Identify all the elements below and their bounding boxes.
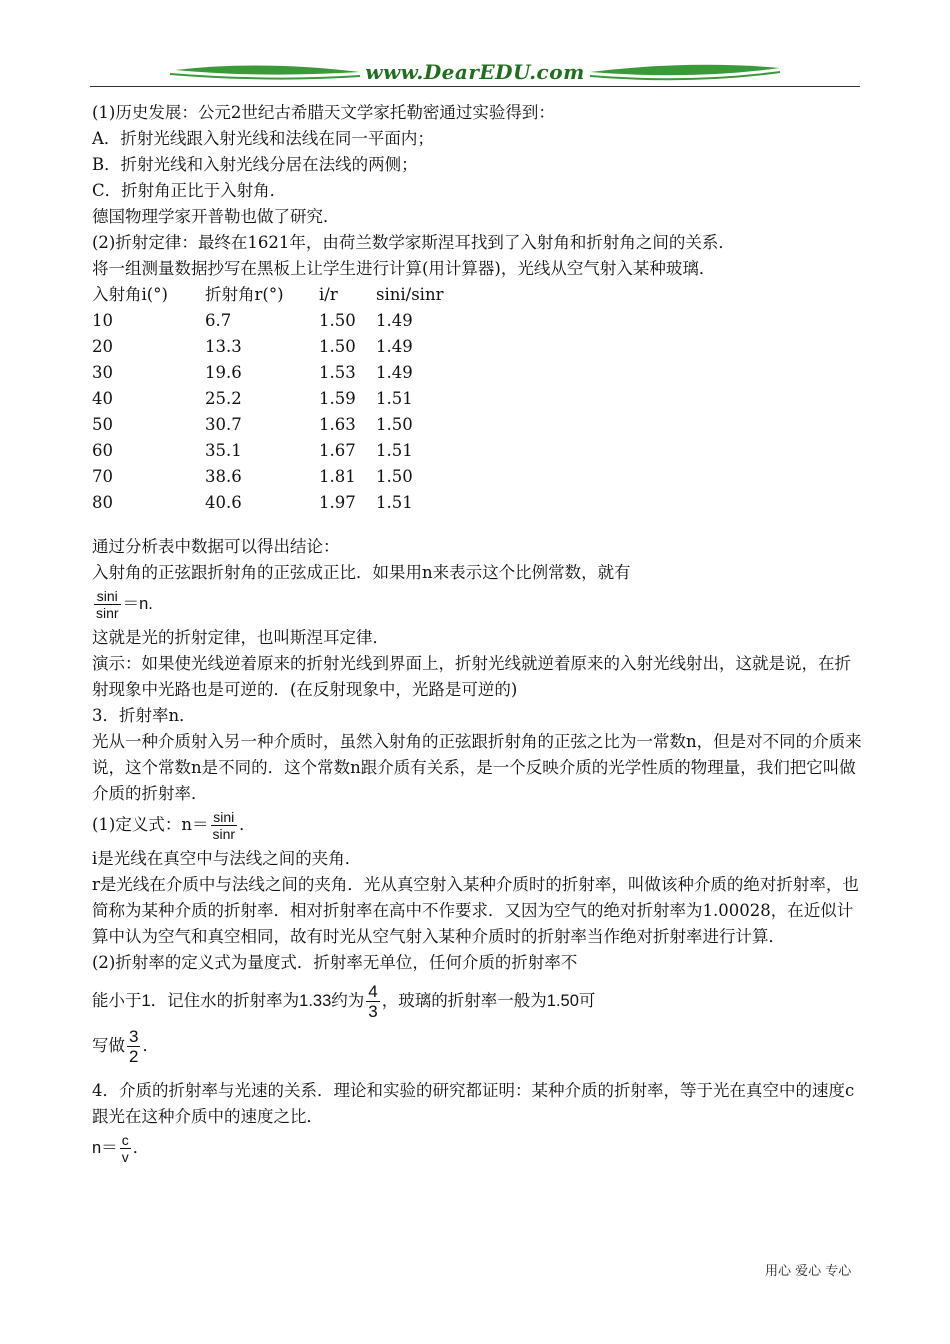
fraction-denominator: 3	[368, 1002, 378, 1021]
table-cell: 80	[92, 493, 113, 512]
document-body	[92, 100, 862, 1169]
table-cell: 10	[92, 311, 113, 330]
refraction-index-paragraph: 光从一种介质射入另一种介质时，虽然入射角的正弦跟折射角的正弦之比为一常数n，但是对不同的介质来说，这个常数n是不同的．这个常数n跟介质有关系，是一个反映介质的光学性质的物理量，我们把它叫做介质的折射率．	[92, 732, 862, 803]
water-text: 能小于1．记住水的折射率为1.33约为	[92, 991, 365, 1010]
table-header: 折射角r(°)	[205, 285, 284, 304]
glass-fraction-line	[92, 1027, 862, 1066]
fraction	[211, 809, 238, 842]
history-item-a: A．折射光线跟入射光线和法线在同一平面内；	[92, 129, 434, 148]
table-row	[92, 308, 476, 334]
table-header: sini/sinr	[376, 285, 444, 304]
water-glass-line	[92, 982, 862, 1021]
fraction-denominator: v	[121, 1149, 129, 1165]
table-cell: 13.3	[205, 337, 242, 356]
fraction-denominator: 2	[129, 1047, 139, 1066]
fraction-numerator: 3	[129, 1027, 139, 1046]
table-row	[92, 438, 476, 464]
fraction-numerator: sini	[213, 809, 235, 825]
table-cell: 1.49	[376, 337, 413, 356]
table-cell: 1.53	[319, 363, 356, 382]
table-header: 入射角i(°)	[92, 285, 168, 304]
table-cell: 20	[92, 337, 113, 356]
table-row	[92, 386, 476, 412]
formula-end: ．	[239, 815, 256, 834]
table-cell: 1.49	[376, 363, 413, 382]
page-header	[90, 58, 860, 90]
table-header-row	[92, 282, 476, 308]
definition-label: (1)定义式：n＝	[92, 815, 209, 834]
formula-lhs: n＝	[92, 1138, 118, 1157]
table-cell: 1.81	[319, 467, 356, 486]
conclusion-intro: 通过分析表中数据可以得出结论：	[92, 537, 340, 556]
table-cell: 1.51	[376, 441, 413, 460]
definition-formula	[92, 809, 862, 842]
conclusion-statement: 入射角的正弦跟折射角的正弦成正比．如果用n来表示这个比例常数，就有	[92, 563, 631, 582]
snell-law-name: 这就是光的折射定律，也叫斯涅耳定律．	[92, 628, 389, 647]
table-cell: 40	[92, 389, 113, 408]
fraction-numerator: sini	[96, 588, 118, 604]
snell-formula	[92, 588, 862, 621]
table-row	[92, 334, 476, 360]
formula-rhs: ＝n.	[122, 594, 153, 613]
table-row	[92, 360, 476, 386]
fraction-numerator: c	[121, 1132, 129, 1148]
table-cell: 35.1	[205, 441, 242, 460]
table-header: i/r	[319, 285, 338, 304]
fraction-denominator: sinr	[212, 826, 236, 842]
table-cell: 30	[92, 363, 113, 382]
table-cell: 38.6	[205, 467, 242, 486]
demo-paragraph: 演示：如果使光线逆着原来的折射光线到界面上，折射光线就逆着原来的入射光线射出，这就是说，在折射现象中光路也是可逆的．(在反射现象中，光路是可逆的)	[92, 654, 851, 699]
fraction	[366, 982, 379, 1021]
law-intro: 将一组测量数据抄写在黑板上让学生进行计算(用计算器)，光线从空气射入某种玻璃．	[92, 259, 716, 278]
spacer	[92, 516, 862, 534]
table-cell: 40.6	[205, 493, 242, 512]
table-cell: 1.51	[376, 389, 413, 408]
table-row	[92, 490, 476, 516]
table-row	[92, 412, 476, 438]
table-cell: 1.49	[376, 311, 413, 330]
table-cell: 1.59	[319, 389, 356, 408]
formula-end: ．	[142, 1036, 159, 1055]
speed-formula	[92, 1132, 862, 1165]
history-kepler: 德国物理学家开普勒也做了研究．	[92, 207, 340, 226]
glass-text: ，玻璃的折射率一般为1.50可	[381, 991, 596, 1010]
table-row	[92, 464, 476, 490]
table-cell: 1.50	[376, 415, 413, 434]
table-cell: 19.6	[205, 363, 242, 382]
history-item-c: C．折射角正比于入射角．	[92, 181, 287, 200]
table-cell: 6.7	[205, 311, 232, 330]
law-title: (2)折射定律：最终在1621年，由荷兰数学家斯涅耳找到了入射角和折射角之间的关系．	[92, 233, 735, 252]
i-description: i是光线在真空中与法线之间的夹角．	[92, 849, 362, 868]
fraction	[120, 1132, 131, 1165]
fraction	[127, 1027, 140, 1066]
r-description: r是光线在介质中与法线之间的夹角．光从真空射入某种介质时的折射率，叫做该种介质的绝对折射率，也简称为某种介质的折射率．相对折射率在高中不作要求．又因为空气的绝对折射率为1.00028，在近似计算中认为空气和真空相同，故有时光从空气射入某种介质时的折射率当作绝对折射率进行计算．	[92, 875, 859, 946]
speed-relation-paragraph: 4．介质的折射率与光速的关系．理论和实验的研究都证明：某种介质的折射率，等于光在真空中的速度c跟光在这种介质中的速度之比．	[92, 1081, 855, 1126]
table-cell: 60	[92, 441, 113, 460]
formula-end: ．	[132, 1138, 150, 1157]
table-cell: 50	[92, 415, 113, 434]
table-cell: 1.50	[376, 467, 413, 486]
table-cell: 1.63	[319, 415, 356, 434]
table-cell: 70	[92, 467, 113, 486]
table-cell: 25.2	[205, 389, 242, 408]
fraction	[94, 588, 121, 621]
history-item-b: B．折射光线和入射光线分居在法线的两侧；	[92, 155, 418, 174]
fraction-denominator: sinr	[96, 605, 119, 621]
table-cell: 1.51	[376, 493, 413, 512]
page-footer: 用心 爱心 专心	[765, 1264, 852, 1279]
history-title: (1)历史发展：公元2世纪古希腊天文学家托勒密通过实验得到：	[92, 103, 555, 122]
write-as-text: 写做	[92, 1036, 125, 1055]
refraction-index-title: 3．折射率n．	[92, 706, 196, 725]
table-cell: 1.50	[319, 337, 356, 356]
table-cell: 30.7	[205, 415, 242, 434]
header-divider	[90, 86, 860, 87]
table-cell: 1.50	[319, 311, 356, 330]
definition-note: (2)折射率的定义式为量度式．折射率无单位，任何介质的折射率不	[92, 953, 578, 972]
measurement-table	[92, 282, 476, 516]
fraction-numerator: 4	[368, 982, 378, 1001]
header-logo[interactable]: www.DearEDU.com	[365, 60, 585, 84]
table-cell: 1.97	[319, 493, 356, 512]
table-cell: 1.67	[319, 441, 356, 460]
